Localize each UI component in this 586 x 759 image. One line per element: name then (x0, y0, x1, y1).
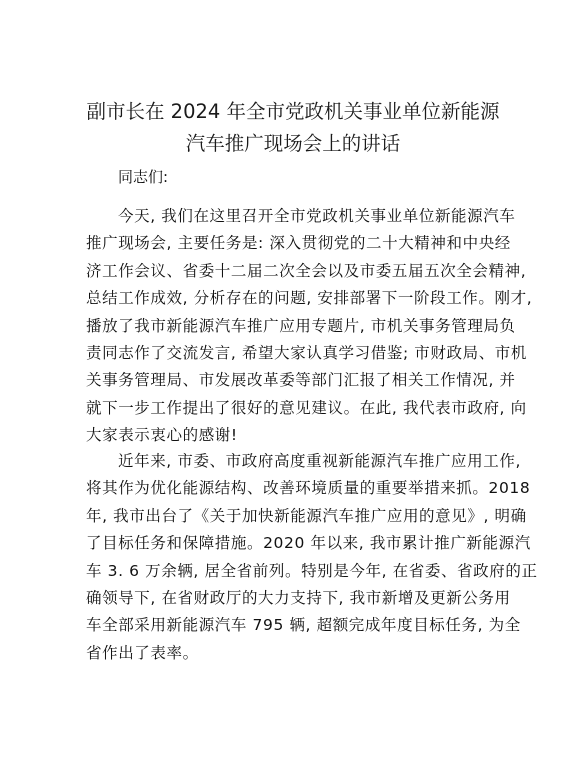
paragraph-line: 了目标任务和保障措施。2020 年以来, 我市累计推广新能源汽 (86, 534, 531, 553)
paragraph-line: 大家表示衷心的感谢! (86, 426, 238, 445)
paragraph-line: 关事务管理局、市发展改革委等部门汇报了相关工作情况, 并 (86, 371, 516, 390)
paragraph-line: 播放了我市新能源汽车推广应用专题片, 市机关事务管理局负 (86, 316, 516, 335)
paragraph-line: 济工作会议、省委十二届二次全会以及市委五届五次全会精神, (86, 261, 527, 280)
paragraph-background (86, 448, 538, 667)
paragraph-line: 省作出了表率。 (86, 643, 199, 662)
paragraph-line: 就下一步工作提出了很好的意见建议。在此, 我代表市政府, 向 (86, 398, 527, 417)
title-line: 汽车推广现场会上的讲话 (185, 132, 401, 155)
paragraph-line: 确领导下, 在省财政厅的大力支持下, 我市新增及更新公务用 (86, 589, 511, 608)
paragraph-line: 将其作为优化能源结构、改善环境质量的重要举措来抓。2018 (86, 479, 531, 498)
title-line: 副市长在 2024 年全市党政机关事业单位新能源 (86, 100, 500, 123)
paragraph-line: 近年来, 市委、市政府高度重视新能源汽车推广应用工作, (118, 452, 521, 470)
salutation: 同志们: (118, 168, 169, 186)
paragraph-line: 总结工作成效, 分析存在的问题, 安排部署下一阶段工作。刚才, (86, 289, 533, 308)
paragraph-line: 车全部采用新能源汽车 795 辆, 超额完成年度目标任务, 为全 (86, 616, 521, 635)
document-title (80, 96, 506, 160)
paragraph-opening (86, 203, 533, 450)
paragraph-line: 责同志作了交流发言, 希望大家认真学习借鉴; 市财政局、市机 (86, 344, 528, 363)
paragraph-line: 车 3. 6 万余辆, 居全省前列。特别是今年, 在省委、省政府的正 (86, 561, 538, 580)
paragraph-line: 今天, 我们在这里召开全市党政机关事业单位新能源汽车 (118, 207, 516, 225)
paragraph-line: 推广现场会, 主要任务是: 深入贯彻党的二十大精神和中央经 (86, 234, 511, 253)
paragraph-line: 年, 我市出台了《关于加快新能源汽车推广应用的意见》, 明确 (86, 506, 527, 525)
